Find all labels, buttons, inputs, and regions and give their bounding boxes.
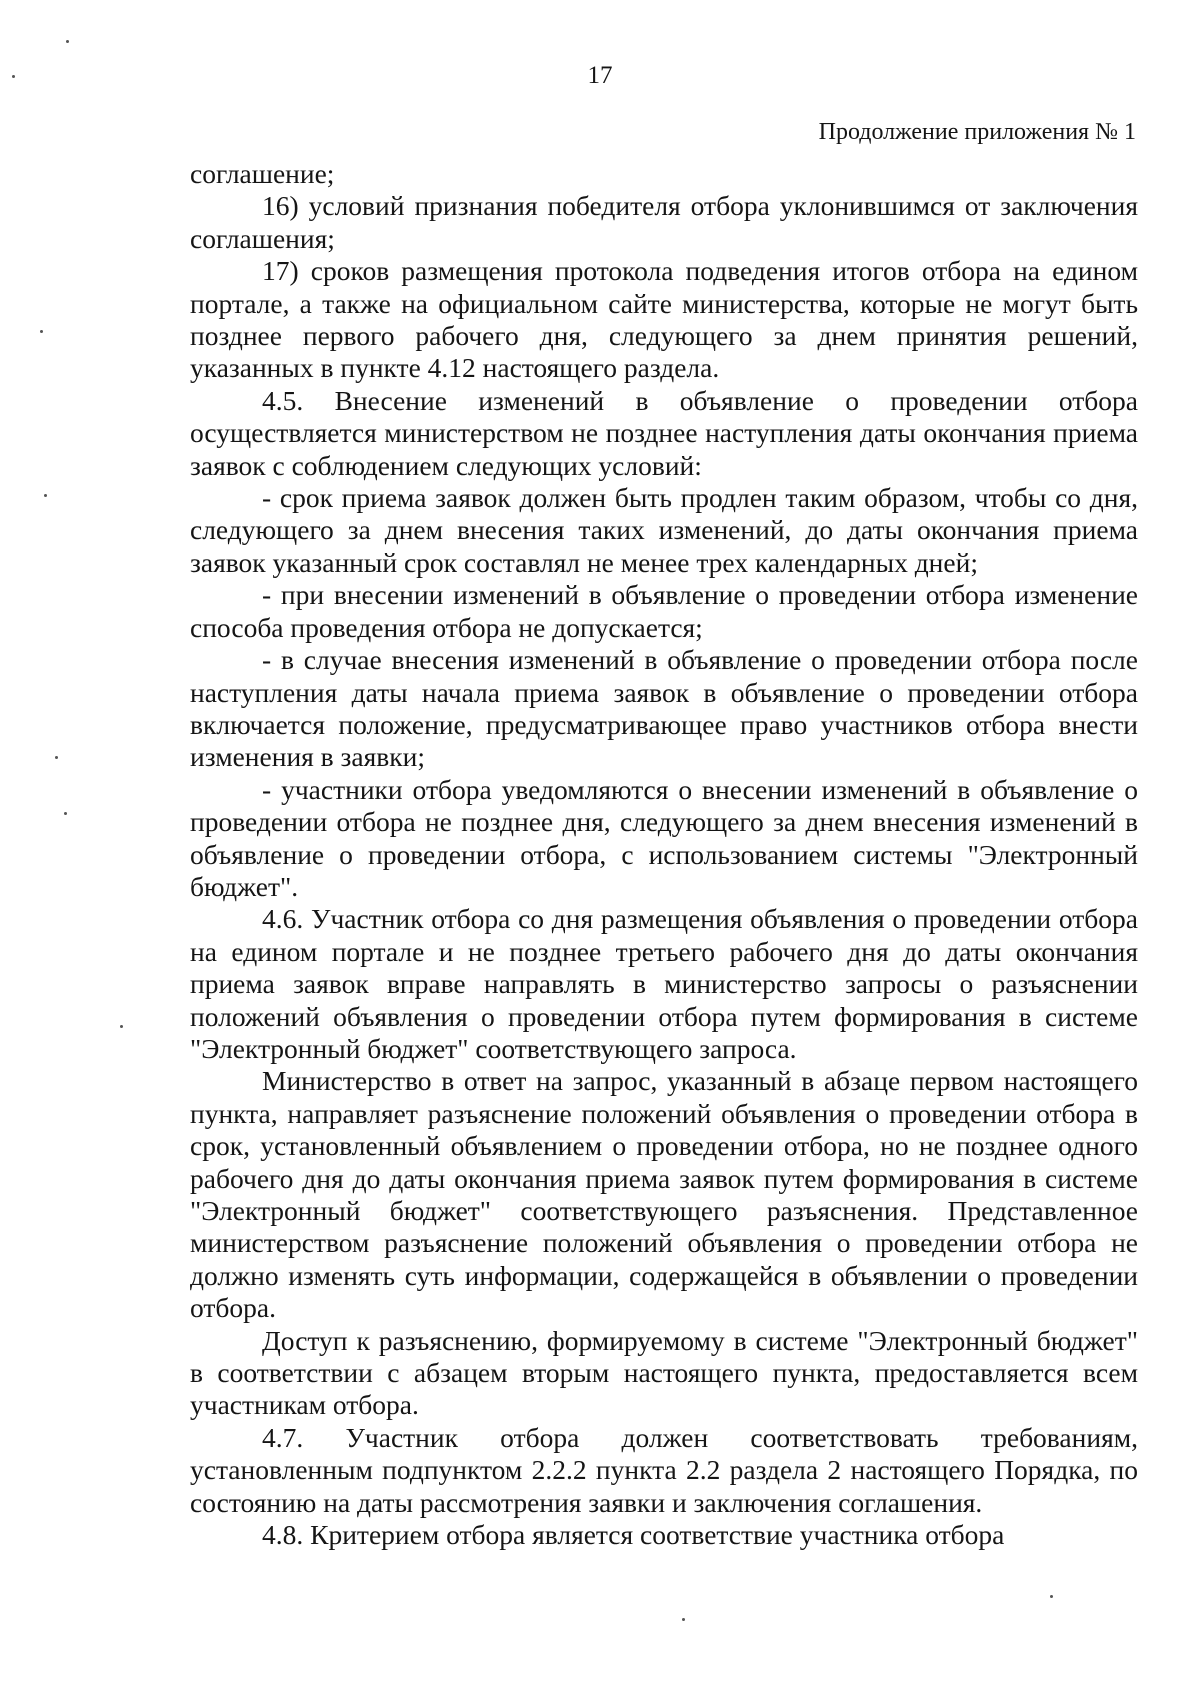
paragraph-continuation: соглашение; — [190, 158, 335, 189]
paragraph-section-4-8: 4.8. Критерием отбора является соответствие участника отбора — [262, 1519, 1005, 1551]
paragraph-section-4-7: 4.7. Участник отбора должен соответствовать требованиям, установленным подпунктом 2.2.2 пункта 2.2 раздела 2 настоящего Порядка, по состоянию на даты рассмотрения заявки и заключения соглашения. — [190, 1421, 1138, 1518]
paragraph-section-4-6: 4.6. Участник отбора со дня размещения объявления о проведении отбора на едином портале и не позднее третьего рабочего дня до даты окончания приема заявок вправе направлять в министерство запросы о разъяснении положений объявления о проведении отбора путем формирования в системе "Электронный бюджет" соответствующего запроса. — [190, 903, 1138, 1064]
scan-speck — [40, 330, 43, 333]
scan-speck — [66, 40, 69, 43]
bullet-notification: - участники отбора уведомляются о внесении изменений в объявление о проведении отбора не позднее дня, следующего за днем внесения изменений в объявление о проведении отбора, с использованием системы "Электронный бюджет". — [190, 773, 1138, 902]
scan-speck — [12, 75, 15, 78]
paragraph-section-4-5: 4.5. Внесение изменений в объявление о проведении отбора осуществляется министерством не позднее наступления даты окончания приема заявок с соблюдением следующих условий: — [190, 384, 1138, 481]
bullet-method-change: - при внесении изменений в объявление о проведении отбора изменение способа проведения отбора не допускается; — [190, 579, 1138, 643]
paragraph-item-17: 17) сроков размещения протокола подведения итогов отбора на едином портале, а также на официальном сайте министерства, которые не могут быть позднее первого рабочего дня, следующего за днем принятия решений, указанных в пункте 4.12 настоящего раздела. — [190, 255, 1138, 384]
bullet-deadline-extension: - срок приема заявок должен быть продлен таким образом, чтобы со дня, следующего за днем внесения таких изменений, до даты окончания приема заявок указанный срок составлял не менее трех календарных дней; — [190, 482, 1138, 578]
paragraph-access-to-clarification: Доступ к разъяснению, формируемому в системе "Электронный бюджет" в соответствии с абзацем вторым настоящего пункта, предоставляется всем участникам отбора. — [190, 1324, 1138, 1421]
document-body — [190, 158, 1138, 1551]
page-number: 17 — [587, 62, 613, 89]
scan-speck — [682, 1618, 685, 1621]
scan-speck — [44, 494, 47, 497]
scan-speck — [55, 756, 58, 759]
paragraph-ministry-response: Министерство в ответ на запрос, указанный в абзаце первом настоящего пункта, направляет разъяснение положений объявления о проведении отбора в срок, установленный объявлением о проведении отбора, но не позднее одного рабочего дня до даты окончания приема заявок путем формирования в системе "Электронный бюджет" соответствующего разъяснения. Представленное министерством разъяснение положений объявления о проведении отбора не должно изменять суть информации, содержащейся в объявлении о проведении отбора. — [190, 1065, 1138, 1324]
scan-speck — [1050, 1595, 1053, 1598]
bullet-amend-applications: - в случае внесения изменений в объявление о проведении отбора после наступления даты начала приема заявок в объявление о проведении отбора включается положение, предусматривающее право участников отбора внести изменения в заявки; — [190, 644, 1138, 773]
scan-speck — [120, 1025, 123, 1028]
appendix-continuation-header: Продолжение приложения № 1 — [818, 119, 1136, 145]
paragraph-item-16: 16) условий признания победителя отбора уклонившимся от заключения соглашения; — [190, 190, 1138, 254]
scan-speck — [64, 812, 67, 815]
